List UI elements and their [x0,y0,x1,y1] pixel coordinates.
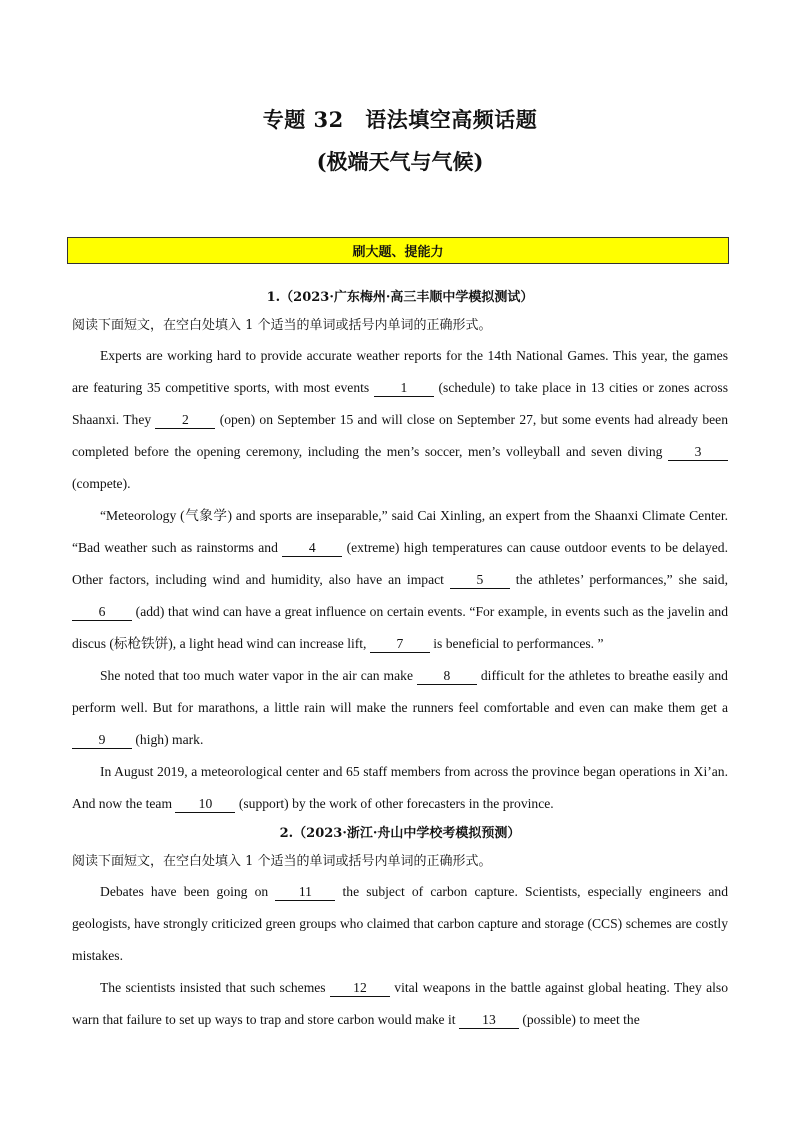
question-2-paragraph-1: Debates have been going on 11 the subject of carbon capture. Scientists, especially engineers and geologists, have strongly criticized green groups who claimed that carbon capture and storage (CCS) schemes are costly mistakes. [72,884,728,963]
blank-12[interactable]: 12 [330,980,390,997]
question-1-paragraph-3: She noted that too much water vapor in the air can make 8 difficult for the athletes to breathe easily and perform well. But for marathons, a little rain will make the runners feel comfortable and even can make them get a 9 (high) mark. [72,668,728,747]
blank-3[interactable]: 3 [668,444,728,461]
blank-2[interactable]: 2 [155,412,215,429]
question-2-heading: 2.（2023·浙江·舟山中学校考模拟预测） [279,826,521,841]
blank-10[interactable]: 10 [175,796,235,813]
question-1-paragraph-4: In August 2019, a meteorological center and 65 staff members from across the province began operations in Xi’an. And now the team 10 (support) by the work of other forecasters in the province. [72,764,728,811]
blank-1[interactable]: 1 [374,380,434,397]
blank-11[interactable]: 11 [275,884,335,901]
question-2-paragraph-2: The scientists insisted that such schemes 12 vital weapons in the battle against global heating. They also warn that failure to set up ways to trap and store carbon would make it 13 (possible) to meet the [72,980,728,1027]
question-1-paragraph-1: Experts are working hard to provide accurate weather reports for the 14th National Games. This year, the games are featuring 35 competitive sports, with most events 1 (schedule) to take place in 13 cities or zones across Shaanxi. They 2 (open) on September 15 and will close on September 27, but some events had already been completed before the opening ceremony, including the men’s soccer, men’s volleyball and seven diving 3 (compete). [72,348,728,491]
question-1-heading: 1.（2023·广东梅州·高三丰顺中学模拟测试） [266,290,534,305]
question-1-paragraph-2: “Meteorology (气象学) and sports are inseparable,” said Cai Xinling, an expert from the Shaanxi Climate Center. “Bad weather such as rainstorms and 4 (extreme) high temperatures can cause outdoor events to be delayed. Other factors, including wind and humidity, also have an impact 5 the athletes’ performances,” she said, 6 (add) that wind can have a great influence on certain events. “For example, in events such as the javelin and discus (标枪铁饼), a light head wind can increase lift, 7 is beneficial to performances. ” [72,508,729,651]
question-1-instruction: 阅读下面短文，在空白处填入 1 个适当的单词或括号内单词的正确形式。 [72,318,492,333]
blank-5[interactable]: 5 [450,572,510,589]
blank-8[interactable]: 8 [417,668,477,685]
question-2-instruction: 阅读下面短文，在空白处填入 1 个适当的单词或括号内单词的正确形式。 [72,854,492,869]
blank-7[interactable]: 7 [370,636,430,653]
section-banner: 刷大题、提能力 [67,237,729,264]
page-title: 专题 32 语法填空高频话题 [262,107,538,132]
content [72,284,728,1036]
page-subtitle: (极端天气与气候) [316,149,484,174]
blank-13[interactable]: 13 [459,1012,519,1029]
blank-6[interactable]: 6 [72,604,132,621]
blank-4[interactable]: 4 [282,540,342,557]
blank-9[interactable]: 9 [72,732,132,749]
